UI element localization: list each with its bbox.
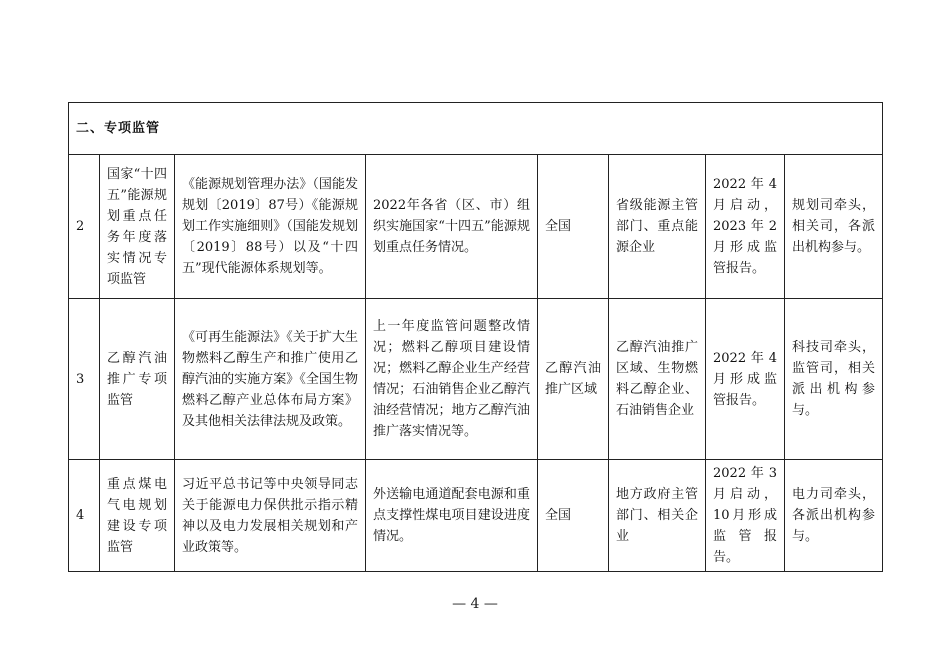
responsible-dept: 科技司牵头，监管司，相关派出机构参与。 — [785, 299, 883, 460]
row-number: 3 — [69, 299, 100, 460]
supervision-content: 上一年度监管问题整改情况；燃料乙醇项目建设情况；燃料乙醇企业生产经营情况；石油销售企业乙醇汽油经营情况；地方乙醇汽油推广落实情况等。 — [366, 299, 538, 460]
responsible-dept: 规划司牵头，相关司，各派出机构参与。 — [785, 155, 883, 299]
section-header-row — [69, 103, 883, 155]
task-name: 重点煤电气电规划建设专项监管 — [100, 460, 175, 572]
task-name: 乙醇汽油推广专项监管 — [100, 299, 175, 460]
supervised-objects: 省级能源主管部门、重点能源企业 — [609, 155, 706, 299]
supervision-table — [68, 102, 883, 572]
row-number: 4 — [69, 460, 100, 572]
supervision-content: 外送输电通道配套电源和重点支撑性煤电项目建设进度情况。 — [366, 460, 538, 572]
table-row — [69, 155, 883, 299]
section-title: 二、专项监管 — [69, 103, 883, 155]
time-schedule: 2022年4月启动，2023年2月形成监管报告。 — [706, 155, 785, 299]
row-number: 2 — [69, 155, 100, 299]
table-row — [69, 460, 883, 572]
responsible-dept: 电力司牵头，各派出机构参与。 — [785, 460, 883, 572]
supervision-content: 2022年各省（区、市）组织实施国家“十四五”能源规划重点任务情况。 — [366, 155, 538, 299]
time-schedule: 2022年4月形成监管报告。 — [706, 299, 785, 460]
legal-basis: 《可再生能源法》《关于扩大生物燃料乙醇生产和推广使用乙醇汽油的实施方案》《全国生物燃料乙醇产业总体布局方案》及其他相关法律法规及政策。 — [175, 299, 366, 460]
task-name: 国家“十四五”能源规划重点任务年度落实情况专项监管 — [100, 155, 175, 299]
legal-basis: 《能源规划管理办法》（国能发规划〔2019〕87号）《能源规划工作实施细则》（国能发规划〔2019〕88号）以及“十四五”现代能源体系规划等。 — [175, 155, 366, 299]
table-row — [69, 299, 883, 460]
time-schedule: 2022年3月启动，10月形成监管报告。 — [706, 460, 785, 572]
page-number: — 4 — — [452, 596, 498, 612]
scope: 乙醇汽油推广区域 — [538, 299, 609, 460]
legal-basis: 习近平总书记等中央领导同志关于能源电力保供批示指示精神以及电力发展相关规划和产业政策等。 — [175, 460, 366, 572]
scope: 全国 — [538, 155, 609, 299]
supervised-objects: 地方政府主管部门、相关企业 — [609, 460, 706, 572]
scope: 全国 — [538, 460, 609, 572]
supervised-objects: 乙醇汽油推广区域、生物燃料乙醇企业、石油销售企业 — [609, 299, 706, 460]
